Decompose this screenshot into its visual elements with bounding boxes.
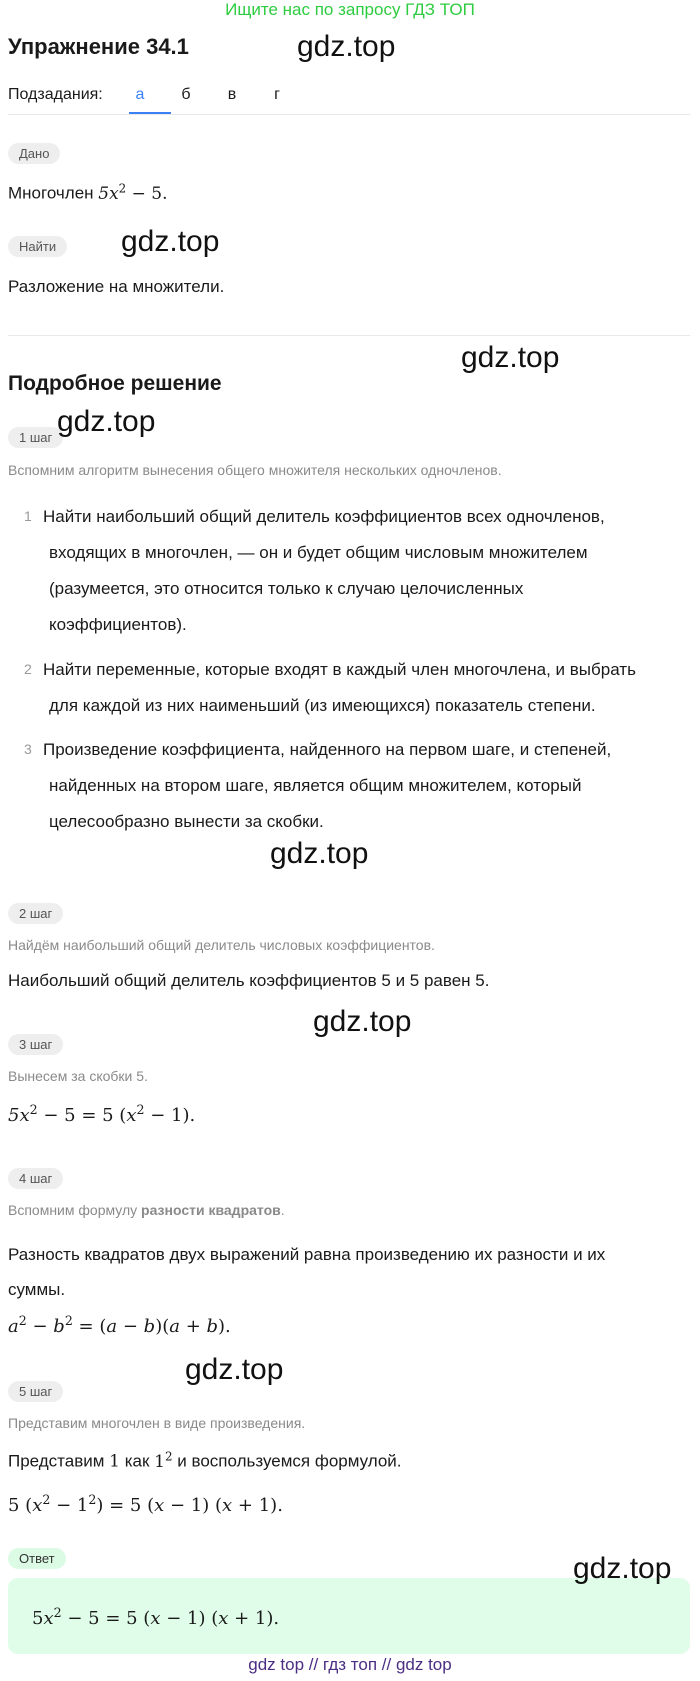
list-item: [43, 499, 693, 643]
step-5-hint: Представим многочлен в виде произведения.: [8, 1415, 306, 1431]
list-line: (разумеется, это относится только к случаю целочисленных: [49, 579, 524, 598]
divider: [8, 114, 690, 115]
step-4-badge: 4 шаг: [8, 1168, 63, 1189]
step-1-badge: 1 шаг: [8, 427, 63, 448]
step-4-hint-suffix: .: [280, 1202, 285, 1218]
solution-heading: Подробное решение: [8, 372, 222, 395]
watermark: gdz.top: [573, 1552, 672, 1585]
given-expression: $5x^2 - 5$.: [98, 181, 168, 204]
watermark: gdz.top: [313, 1005, 412, 1038]
watermark: gdz.top: [57, 405, 156, 438]
list-line: найденных на втором шаге, является общим множителем, который: [49, 776, 582, 795]
page-title: Упражнение 34.1: [8, 34, 189, 59]
top-banner[interactable]: Ищите нас по запросу ГДЗ ТОП: [225, 0, 475, 19]
step-1-hint: Вспомним алгоритм вынесения общего множителя нескольких одночленов.: [8, 462, 502, 478]
find-badge: Найти: [8, 236, 67, 257]
step-3-badge: 3 шаг: [8, 1034, 63, 1055]
step-3-hint: Вынесем за скобки 5.: [8, 1068, 148, 1084]
answer-formula: $5x^2 - 5 = 5$ (x − 1) (x + 1).: [32, 1605, 280, 1629]
tab-a[interactable]: а: [135, 86, 145, 103]
watermark: gdz.top: [270, 837, 369, 870]
step-2-text: Наибольший общий делитель коэффициентов 5 и 5 равен 5.: [8, 971, 490, 990]
step-4-hint-prefix: Вспомним формулу: [8, 1202, 138, 1218]
watermark: gdz.top: [297, 30, 396, 63]
step-2-badge: 2 шаг: [8, 903, 63, 924]
tab-v[interactable]: в: [227, 86, 237, 103]
list-item: [43, 732, 693, 840]
step-5-badge: 5 шаг: [8, 1381, 63, 1402]
given-text-prefix: Многочлен: [8, 183, 94, 203]
list-item: [43, 652, 693, 724]
list-item-number: 1: [24, 508, 32, 524]
step-4-hint: [8, 1202, 285, 1218]
step-2-hint: Найдём наибольший общий делитель числовых коэффициентов.: [8, 937, 435, 953]
list-item-number: 3: [24, 741, 32, 757]
answer-badge: Ответ: [8, 1548, 66, 1569]
list-line: коэффициентов).: [49, 615, 187, 634]
step-4-text-line: Разность квадратов двух выражений равна произведению их разности и их: [8, 1245, 606, 1264]
step-4-formula: $a^2 - b^2 = (a - b)(a + b)$.: [8, 1313, 231, 1337]
subtasks-label: Подзадания:: [8, 86, 103, 103]
watermark: gdz.top: [461, 341, 560, 374]
given-text: [8, 181, 168, 204]
step-4-text-line: суммы.: [8, 1280, 66, 1299]
footer-links[interactable]: gdz top // гдз топ // gdz top: [248, 1655, 452, 1674]
step-5-text: Представим 1 как $1^2$ и воспользуемся формулой.: [8, 1449, 402, 1472]
tab-b[interactable]: б: [181, 86, 191, 103]
step-3-formula: $5x^2 - 5 = 5$ $(x^2 - 1)$.: [8, 1102, 196, 1126]
list-line: Найти переменные, которые входят в каждый член многочлена, и выбрать: [43, 660, 636, 679]
list-item-number: 2: [24, 661, 32, 677]
step-5-formula: 5 $(x^2 - 1^2) = 5$ (x − 1) (x + 1).: [8, 1492, 283, 1516]
list-line: Произведение коэффициента, найденного на первом шаге, и степеней,: [43, 740, 612, 759]
list-line: входящих в многочлен, — он и будет общим числовым множителем: [49, 543, 588, 562]
step-4-hint-bold: разности квадратов: [141, 1202, 281, 1218]
tab-g[interactable]: г: [274, 86, 280, 103]
watermark: gdz.top: [185, 1353, 284, 1386]
list-line: Найти наибольший общий делитель коэффициентов всех одночленов,: [43, 507, 605, 526]
given-badge: Дано: [8, 143, 60, 164]
watermark: gdz.top: [121, 225, 220, 258]
find-text: Разложение на множители.: [8, 277, 225, 296]
divider: [8, 335, 690, 336]
list-line: целесообразно вынести за скобки.: [49, 812, 324, 831]
step-4-text: [8, 1237, 605, 1307]
list-line: для каждой из них наименьший (из имеющихся) показатель степени.: [49, 696, 596, 715]
